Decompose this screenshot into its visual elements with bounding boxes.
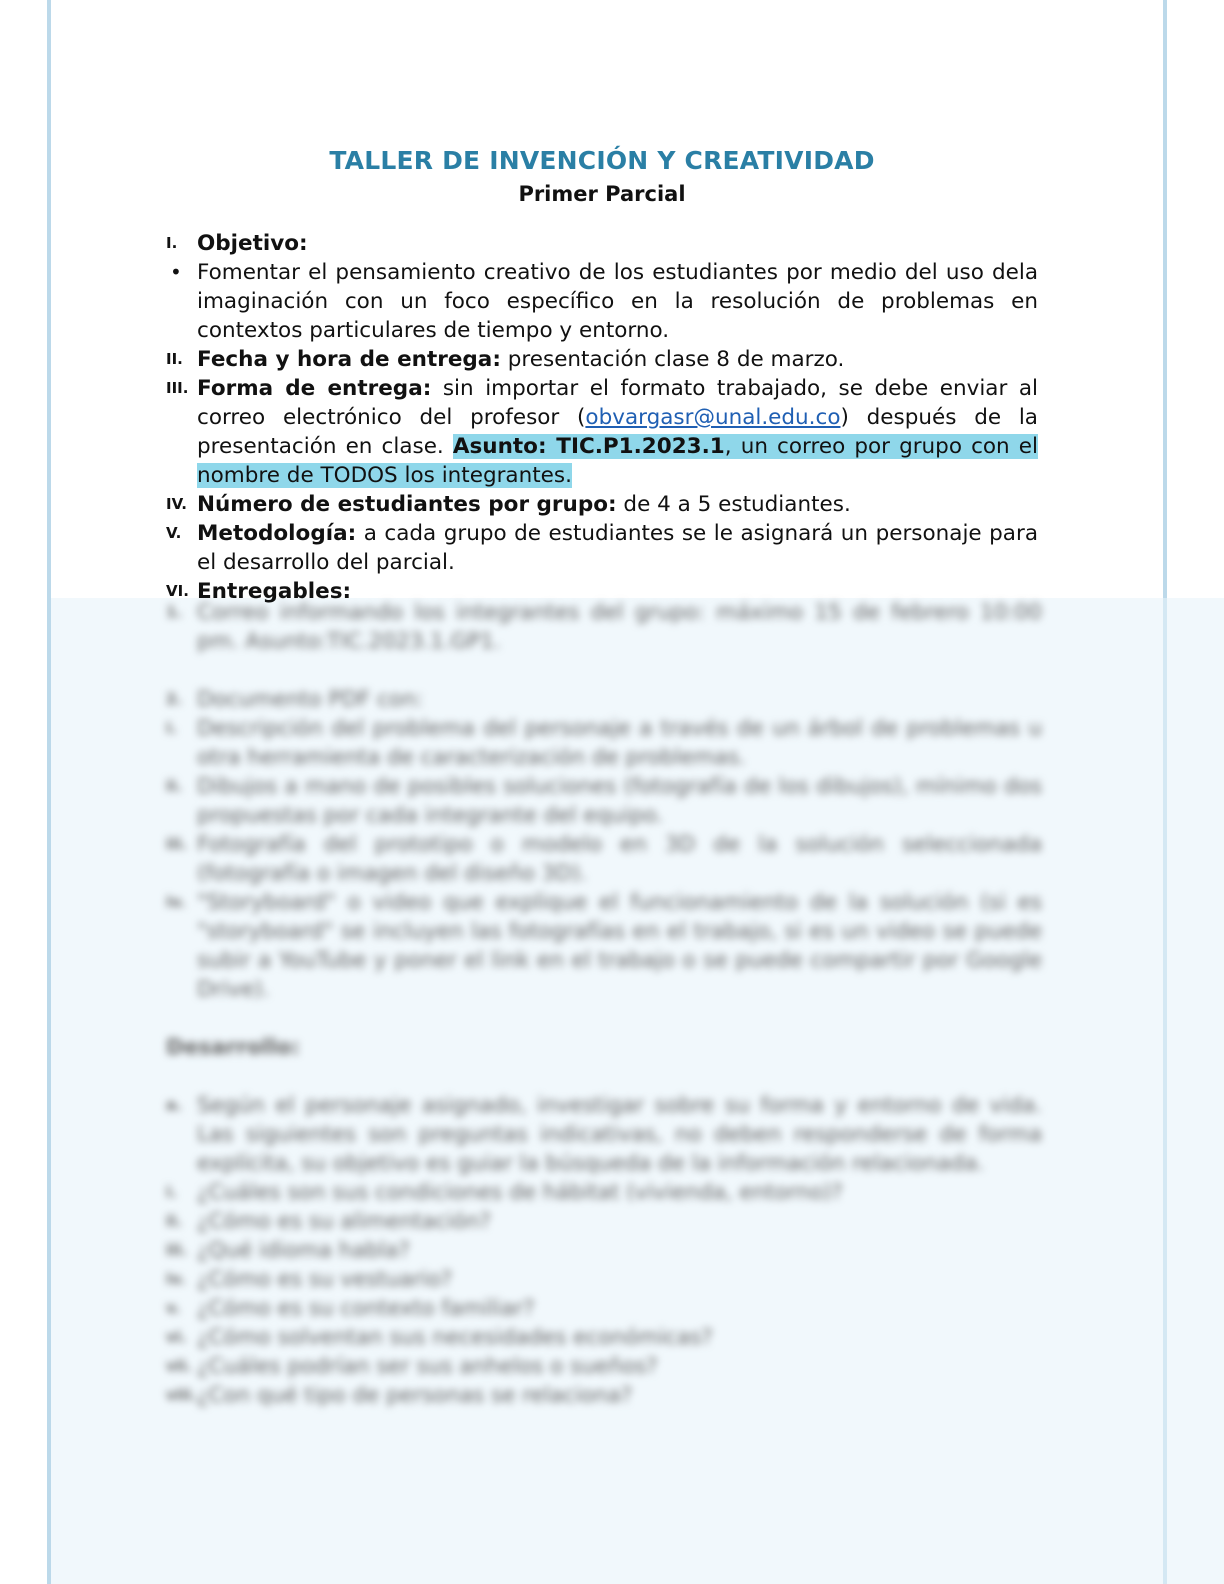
section-label: Metodología: bbox=[197, 521, 357, 546]
item-text: Dibujos a mano de posibles soluciones (fotografía de los dibujos), mínimo dos propuestas por cada integrante del equipo. bbox=[197, 774, 1042, 828]
item-marker: 1. bbox=[166, 603, 183, 621]
item-marker: a. bbox=[166, 1096, 182, 1114]
section-label: Objetivo: bbox=[197, 231, 308, 256]
item-marker: viii. bbox=[166, 1386, 197, 1404]
list-item bbox=[166, 888, 1042, 1004]
item-text: Documento PDF con: bbox=[197, 687, 423, 712]
item-text: ¿Cómo solventan sus necesidades económicas? bbox=[197, 1325, 713, 1350]
list-item bbox=[166, 1178, 1042, 1207]
list-item bbox=[166, 1352, 1042, 1381]
subject-rest: , un correo por grupo con el nombre de TODOS los integrantes. bbox=[197, 434, 1038, 488]
subject-label: Asunto: TIC.P1.2023.1 bbox=[452, 434, 725, 459]
item-marker: i. bbox=[166, 1183, 177, 1201]
item-text: Descripción del problema del personaje a través de un árbol de problemas u otra herramienta de caracterización de problemas. bbox=[197, 716, 1042, 770]
blurred-content bbox=[166, 598, 1042, 1410]
item-marker: v. bbox=[166, 1299, 181, 1317]
item-marker: vi. bbox=[166, 1328, 187, 1346]
section-marker: IV. bbox=[166, 495, 187, 513]
desarrollo-heading: Desarrollo: bbox=[166, 1035, 300, 1060]
item-marker: ii. bbox=[166, 777, 182, 795]
list-item bbox=[166, 1294, 1042, 1323]
list-item bbox=[166, 1207, 1042, 1236]
item-marker: ii. bbox=[166, 1212, 182, 1230]
forma-text-1: sin importar el formato trabajado, se debe enviar al correo electrónico del profesor ( bbox=[197, 376, 1039, 430]
item-text: ¿Cuáles son sus condiciones de hábitat (vivienda, entorno)? bbox=[197, 1180, 843, 1205]
section-marker: VI. bbox=[166, 582, 189, 600]
section-label: Forma de entrega: bbox=[197, 376, 432, 401]
item-marker: vii. bbox=[166, 1357, 192, 1375]
fecha-text: presentación clase 8 de marzo. bbox=[500, 347, 845, 372]
bullet-icon: • bbox=[170, 260, 182, 284]
item-marker: i. bbox=[166, 719, 177, 737]
section-marker: V. bbox=[166, 524, 182, 542]
section-numero bbox=[166, 490, 1038, 519]
item-text: ¿Cómo es su contexto familiar? bbox=[197, 1296, 535, 1321]
item-marker: iv. bbox=[166, 1270, 186, 1288]
item-text: ¿Cuáles podrían ser sus anhelos o sueños? bbox=[197, 1354, 658, 1379]
item-marker: 2. bbox=[166, 690, 183, 708]
item-marker: iii. bbox=[166, 835, 188, 853]
item-text: Fotografía del prototipo o modelo en 3D de la solución seleccionada (fotografía o imagen del diseño 3D). bbox=[197, 832, 1042, 886]
list-item bbox=[166, 772, 1042, 830]
item-marker: iv. bbox=[166, 893, 186, 911]
item-text: ¿Cómo es su vestuario? bbox=[197, 1267, 453, 1292]
list-item bbox=[166, 830, 1042, 888]
list-item bbox=[166, 685, 1042, 714]
section-metodologia bbox=[166, 519, 1038, 577]
forma-text-2: ) después de la presentación en clase. bbox=[197, 405, 1038, 459]
section-marker: III. bbox=[166, 379, 189, 397]
item-text: ¿Con qué tipo de personas se relaciona? bbox=[197, 1383, 633, 1408]
list-item bbox=[166, 1091, 1042, 1178]
section-forma bbox=[166, 374, 1038, 490]
list-item bbox=[166, 1265, 1042, 1294]
objetivo-text: Fomentar el pensamiento creativo de los estudiantes por medio del uso dela imaginación con un foco específico en la resolución de problemas en contextos particulares de tiempo y entorno. bbox=[197, 260, 1038, 343]
list-item bbox=[166, 1381, 1042, 1410]
right-page-border-lower bbox=[1163, 598, 1167, 1584]
list-item bbox=[166, 1323, 1042, 1352]
numero-text: de 4 a 5 estudiantes. bbox=[616, 492, 851, 517]
document-title: TALLER DE INVENCIÓN Y CREATIVIDAD bbox=[329, 146, 875, 175]
metodologia-text: a cada grupo de estudiantes se le asignará un personaje para el desarrollo del parcial. bbox=[197, 521, 1038, 575]
item-text: Correo informando los integrantes del grupo: máximo 15 de febrero 10:00 pm. Asunto:TIC.2023.1.GP1. bbox=[197, 600, 1042, 654]
objetivo-bullet bbox=[166, 258, 1038, 345]
document-subtitle: Primer Parcial bbox=[518, 182, 686, 206]
section-marker: II. bbox=[166, 350, 183, 368]
section-label: Entregables: bbox=[197, 579, 352, 604]
item-text: Según el personaje asignado, investigar sobre su forma y entorno de vida. Las siguientes son preguntas indicativas, no deben responderse de forma explícita, su objetivo es guiar la búsqueda de la información relacionada. bbox=[197, 1093, 1042, 1176]
item-text: ¿Qué idioma habla? bbox=[197, 1238, 410, 1263]
section-objetivo bbox=[166, 229, 1038, 258]
section-fecha bbox=[166, 345, 1038, 374]
item-text: ¿Cómo es su alimentación? bbox=[197, 1209, 491, 1234]
right-page-border bbox=[1163, 0, 1167, 600]
item-marker: iii. bbox=[166, 1241, 188, 1259]
section-marker: I. bbox=[166, 234, 178, 252]
section-label: Fecha y hora de entrega: bbox=[197, 347, 501, 372]
professor-email-link[interactable]: obvargasr@unal.edu.co bbox=[585, 405, 841, 430]
list-item bbox=[166, 598, 1042, 656]
section-label: Número de estudiantes por grupo: bbox=[197, 492, 617, 517]
item-text: "Storyboard" o video que explique el funcionamiento de la solución (si es "storyboard" se incluyen las fotografías en el trabajo, si es un video se puede subir a YouTube y poner el link en el trabajo o se puede compartir por Google Drive). bbox=[197, 890, 1042, 1002]
list-item bbox=[166, 714, 1042, 772]
list-item bbox=[166, 1236, 1042, 1265]
document-body bbox=[166, 229, 1038, 606]
